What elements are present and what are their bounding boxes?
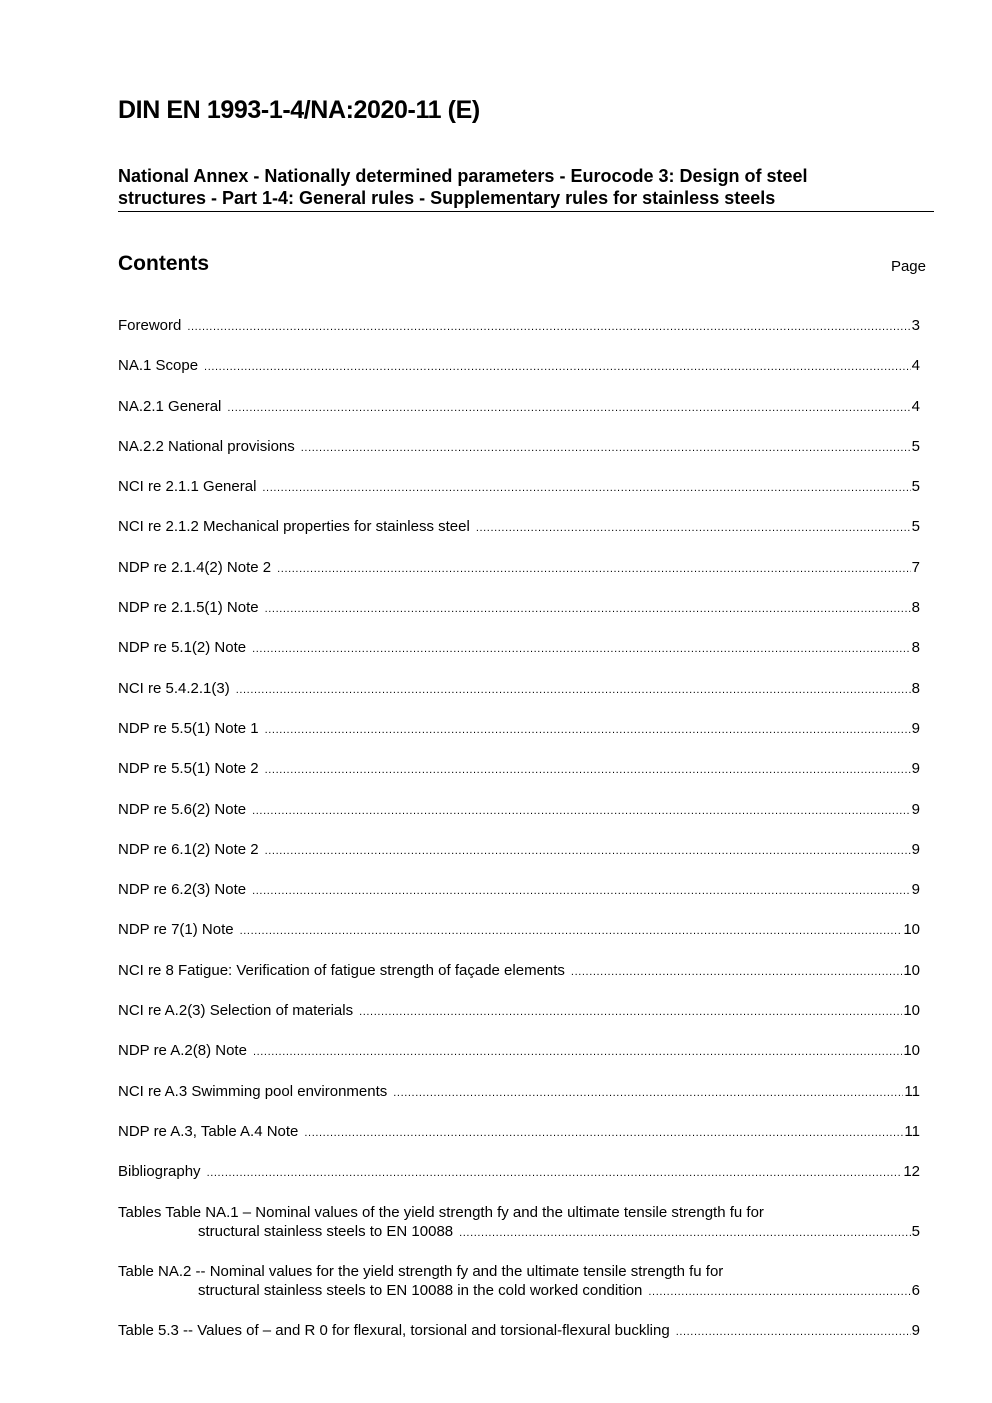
toc-entry[interactable]	[118, 598, 920, 619]
toc-entry-page: 9	[911, 881, 920, 899]
toc-leader	[459, 1224, 911, 1243]
toc-leader	[207, 1164, 903, 1183]
toc-entry-page: 8	[911, 639, 920, 657]
toc-entry-page: 11	[904, 1122, 920, 1140]
toc-entry[interactable]	[118, 920, 920, 941]
toc-leader	[252, 640, 911, 659]
toc-entry[interactable]	[118, 477, 920, 498]
toc-leader	[265, 721, 911, 740]
toc-entry[interactable]	[118, 880, 920, 901]
toc-entry-title: NA.1 Scope	[118, 357, 199, 375]
toc-entry[interactable]	[118, 1321, 920, 1342]
toc-entry-page: 10	[903, 1002, 920, 1020]
toc-entry[interactable]	[118, 437, 920, 458]
toc-entry-page: 4	[911, 357, 920, 375]
toc-entry-page: 3	[911, 317, 920, 334]
toc-table-entry[interactable]	[118, 1262, 920, 1302]
toc-table-entry[interactable]	[118, 1203, 920, 1243]
toc-entry-page: 5	[911, 1222, 920, 1240]
toc-entry-title-line1: Table NA.2 -- Nominal values for the yield strength fy and the ultimate tensile strength fu for	[118, 1262, 724, 1280]
toc-entry-title: NDP re 5.6(2) Note	[118, 800, 247, 818]
toc-leader	[265, 761, 911, 780]
toc-entry[interactable]	[118, 1122, 920, 1143]
toc-entry-page: 8	[911, 679, 920, 697]
toc-entry-title: NDP re 5.1(2) Note	[118, 639, 247, 657]
toc-entry-title: NCI re 8 Fatigue: Verification of fatigue strength of façade elements	[118, 961, 565, 979]
toc-entry[interactable]	[118, 356, 920, 377]
toc-leader	[301, 439, 911, 458]
toc-entry-title: NDP re A.2(8) Note	[118, 1042, 247, 1060]
toc-entry[interactable]	[118, 719, 920, 740]
toc-leader	[359, 1003, 902, 1022]
toc-entry[interactable]	[118, 1162, 920, 1183]
toc-entry-title: Table 5.3 -- Values of – and R 0 for flexural, torsional and torsional-flexural buckling	[118, 1322, 670, 1340]
document-id: DIN EN 1993-1-4/NA:2020-11 (E)	[118, 96, 480, 124]
toc-leader	[676, 1323, 911, 1342]
toc-leader	[187, 318, 910, 337]
toc-entry-page: 10	[903, 961, 920, 979]
toc-entry[interactable]	[118, 638, 920, 659]
toc-entry-title: NDP re 2.1.5(1) Note	[118, 599, 259, 617]
toc-entry[interactable]	[118, 759, 920, 780]
toc-entry-page: 9	[911, 1322, 920, 1340]
toc-leader	[240, 922, 903, 941]
toc-entry-title: NA.2.2 National provisions	[118, 437, 295, 455]
toc-entry[interactable]	[118, 800, 920, 821]
toc-entry-page: 5	[911, 518, 920, 536]
toc-leader	[476, 519, 911, 538]
toc-entry-page: 10	[903, 921, 920, 939]
toc-leader	[262, 479, 910, 498]
toc-entry[interactable]	[118, 1041, 920, 1062]
toc-entry-page: 6	[911, 1281, 920, 1299]
toc-entry[interactable]	[118, 1082, 920, 1103]
toc-entry-page: 9	[911, 760, 920, 778]
toc-entry-page: 10	[903, 1042, 920, 1060]
toc-leader	[252, 882, 911, 901]
toc-leader	[393, 1084, 903, 1103]
toc-entry[interactable]	[118, 397, 920, 418]
toc-entry-page: 8	[911, 599, 920, 617]
toc-entry-title: NDP re 5.5(1) Note 2	[118, 760, 259, 778]
toc-entry-title: NDP re 5.5(1) Note 1	[118, 719, 259, 737]
toc-entry-title: NCI re 5.4.2.1(3)	[118, 679, 230, 697]
subtitle-line-2: structures - Part 1-4: General rules - Supplementary rules for stainless steels	[118, 188, 776, 208]
toc-leader	[265, 842, 911, 861]
toc-leader	[265, 600, 911, 619]
toc-entry-page: 9	[911, 840, 920, 858]
contents-heading: Contents	[118, 252, 209, 275]
toc-entry-title-line2: structural stainless steels to EN 10088 in the cold worked condition	[198, 1281, 643, 1299]
toc-leader	[253, 1043, 902, 1062]
toc-leader	[252, 802, 911, 821]
toc-entry[interactable]	[118, 558, 920, 579]
toc-entry-title: NDP re 2.1.4(2) Note 2	[118, 558, 272, 576]
toc-entry-title: NDP re 6.2(3) Note	[118, 881, 247, 899]
toc-leader	[648, 1283, 910, 1302]
toc-leader	[277, 560, 911, 579]
toc-entry[interactable]	[118, 679, 920, 700]
toc-entry-title: NCI re A.3 Swimming pool environments	[118, 1082, 388, 1100]
subtitle-line-1: National Annex - Nationally determined parameters - Eurocode 3: Design of steel	[118, 166, 808, 186]
toc-entry-title: NDP re 7(1) Note	[118, 921, 234, 939]
toc-entry-page: 7	[911, 558, 920, 576]
toc-entry-page: 5	[911, 437, 920, 455]
toc-entry-title: Foreword	[118, 317, 182, 334]
toc-entry-title: NDP re A.3, Table A.4 Note	[118, 1122, 299, 1140]
toc-entry-page: 11	[904, 1082, 920, 1100]
toc-entry-page: 9	[911, 719, 920, 737]
toc-entry-title: NDP re 6.1(2) Note 2	[118, 840, 259, 858]
toc-entry-title: NCI re 2.1.1 General	[118, 478, 257, 496]
toc-entry-page: 9	[911, 800, 920, 818]
table-of-contents	[118, 316, 920, 1361]
toc-entry-title: NCI re A.2(3) Selection of materials	[118, 1002, 354, 1020]
toc-entry-title: NCI re 2.1.2 Mechanical properties for stainless steel	[118, 518, 470, 536]
toc-leader	[571, 963, 902, 982]
toc-leader	[204, 358, 911, 377]
toc-entry[interactable]	[118, 961, 920, 982]
toc-entry-page: 5	[911, 478, 920, 496]
toc-entry[interactable]	[118, 517, 920, 538]
toc-leader	[304, 1124, 903, 1143]
toc-entry-page: 4	[911, 397, 920, 415]
toc-entry-title-line2: structural stainless steels to EN 10088	[198, 1222, 454, 1240]
toc-leader	[227, 399, 910, 418]
document-subtitle	[118, 165, 934, 212]
page-column-heading: Page	[890, 258, 926, 275]
toc-entry[interactable]	[118, 316, 920, 337]
toc-entry[interactable]	[118, 840, 920, 861]
toc-entry-page: 12	[903, 1163, 920, 1181]
toc-entry-title: Bibliography	[118, 1163, 201, 1181]
toc-entry-title: NA.2.1 General	[118, 397, 222, 415]
toc-leader	[236, 681, 911, 700]
toc-entry-title-line1: Tables Table NA.1 – Nominal values of the yield strength fy and the ultimate tensile strength fu for	[118, 1203, 764, 1221]
toc-entry[interactable]	[118, 1001, 920, 1022]
